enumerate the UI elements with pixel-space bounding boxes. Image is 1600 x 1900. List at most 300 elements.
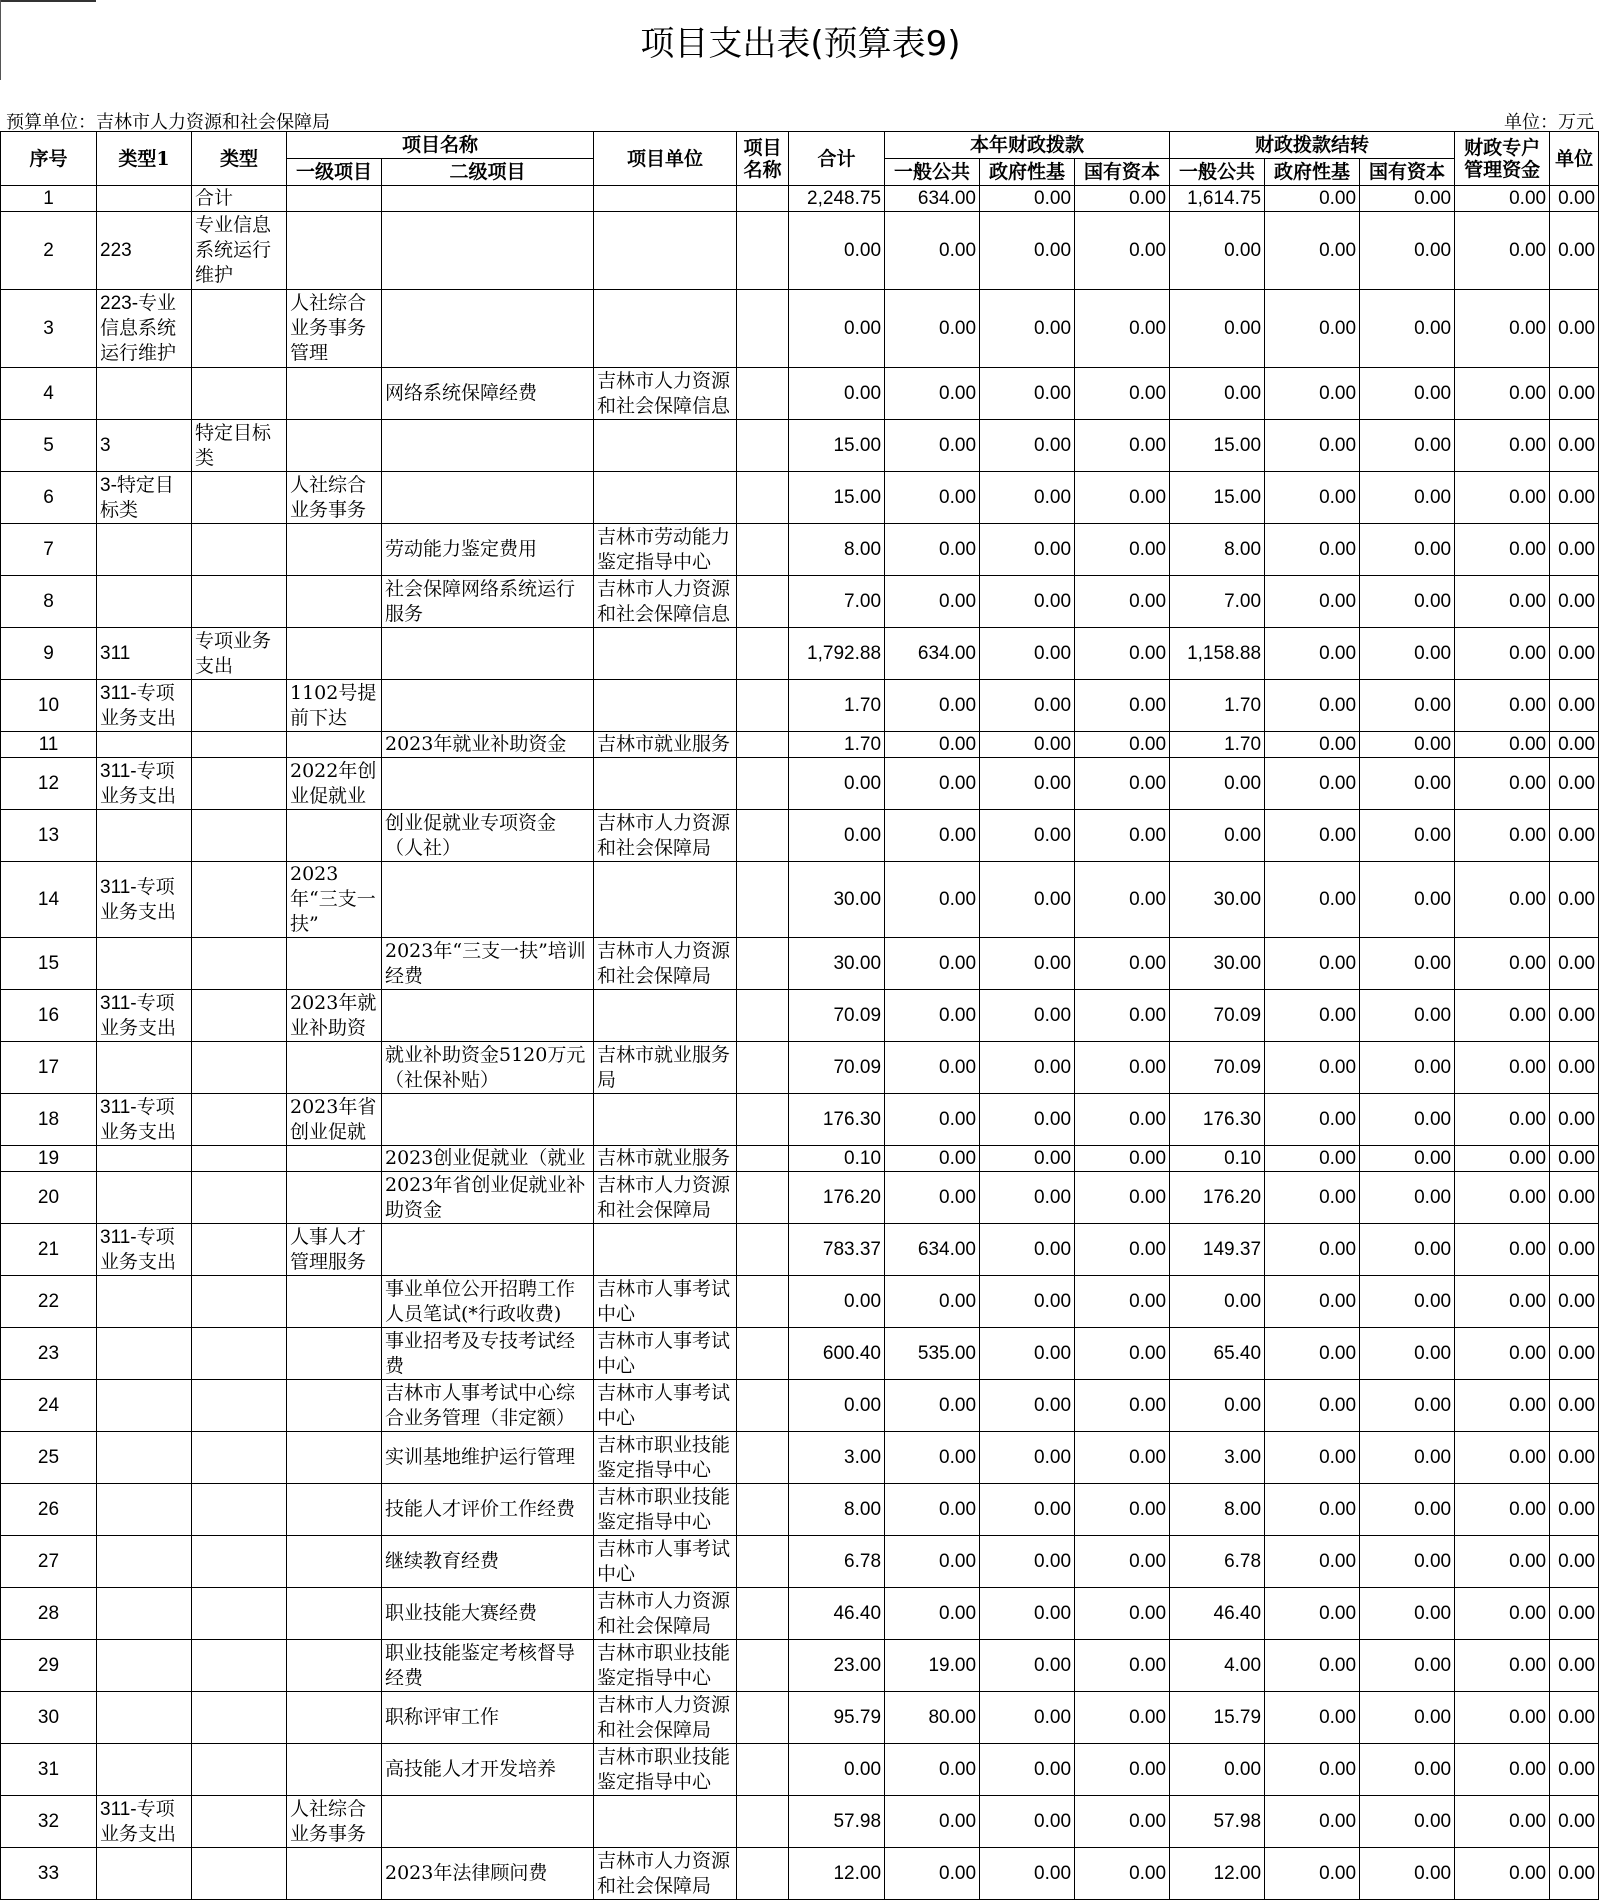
cell-total: 1.70	[789, 732, 885, 758]
cell-project-unit	[594, 212, 737, 290]
cell-level1	[287, 1328, 382, 1380]
cell-gov-fund-carryover: 0.00	[1265, 1588, 1360, 1640]
cell-type1: 311-专项业务支出	[97, 758, 192, 810]
table-row	[1, 1484, 1599, 1536]
cell-general-public: 0.00	[885, 1172, 980, 1224]
cell-type1	[97, 368, 192, 420]
cell-unit-fund: 0.00	[1550, 1380, 1599, 1432]
cell-state-capital-carryover: 0.00	[1360, 990, 1455, 1042]
cell-general-public-carryover: 0.00	[1170, 1380, 1265, 1432]
cell-project-name-short	[737, 1744, 789, 1796]
cell-type	[192, 1744, 287, 1796]
cell-state-capital-carryover: 0.00	[1360, 680, 1455, 732]
cell-project-unit: 吉林市人力资源和社会保障局	[594, 1848, 737, 1900]
cell-general-public-carryover: 8.00	[1170, 1484, 1265, 1536]
table-row	[1, 990, 1599, 1042]
cell-type1: 3	[97, 420, 192, 472]
cell-type	[192, 524, 287, 576]
cell-general-public-carryover: 149.37	[1170, 1224, 1265, 1276]
cell-total: 0.00	[789, 1380, 885, 1432]
cell-seq: 19	[1, 1146, 97, 1172]
cell-gov-fund-carryover: 0.00	[1265, 576, 1360, 628]
cell-level2: 吉林市人事考试中心综合业务管理（非定额）	[382, 1380, 594, 1432]
cell-state-capital-carryover: 0.00	[1360, 1094, 1455, 1146]
cell-total: 8.00	[789, 1484, 885, 1536]
cell-general-public-carryover: 70.09	[1170, 1042, 1265, 1094]
cell-state-capital: 0.00	[1075, 1224, 1170, 1276]
cell-general-public: 0.00	[885, 290, 980, 368]
cell-type: 合计	[192, 186, 287, 212]
cell-special-fund: 0.00	[1455, 1276, 1550, 1328]
cell-project-unit: 吉林市就业服务	[594, 1146, 737, 1172]
cell-type1: 311-专项业务支出	[97, 990, 192, 1042]
cell-type1	[97, 186, 192, 212]
cell-seq: 14	[1, 862, 97, 938]
cell-project-name-short	[737, 368, 789, 420]
cell-total: 12.00	[789, 1848, 885, 1900]
cell-level2	[382, 990, 594, 1042]
cell-state-capital-carryover: 0.00	[1360, 1588, 1455, 1640]
cell-state-capital-carryover: 0.00	[1360, 1146, 1455, 1172]
cell-state-capital-carryover: 0.00	[1360, 212, 1455, 290]
cell-total: 783.37	[789, 1224, 885, 1276]
table-row	[1, 368, 1599, 420]
cell-project-unit: 吉林市就业服务局	[594, 1042, 737, 1094]
cell-total: 0.10	[789, 1146, 885, 1172]
cell-general-public: 0.00	[885, 938, 980, 990]
cell-project-name-short	[737, 576, 789, 628]
cell-level1	[287, 576, 382, 628]
cell-state-capital-carryover: 0.00	[1360, 186, 1455, 212]
cell-type	[192, 990, 287, 1042]
cell-state-capital: 0.00	[1075, 576, 1170, 628]
cell-state-capital-carryover: 0.00	[1360, 1172, 1455, 1224]
cell-gov-fund-carryover: 0.00	[1265, 758, 1360, 810]
cell-general-public-carryover: 1,614.75	[1170, 186, 1265, 212]
cell-gov-fund: 0.00	[980, 212, 1075, 290]
cell-level2: 职业技能鉴定考核督导经费	[382, 1640, 594, 1692]
cell-state-capital: 0.00	[1075, 1744, 1170, 1796]
cell-seq: 20	[1, 1172, 97, 1224]
cell-type1	[97, 1536, 192, 1588]
cell-gov-fund-carryover: 0.00	[1265, 1692, 1360, 1744]
cell-project-unit: 吉林市人力资源和社会保障局	[594, 938, 737, 990]
cell-gov-fund: 0.00	[980, 1848, 1075, 1900]
cell-gov-fund: 0.00	[980, 1380, 1075, 1432]
header-special-fund: 财政专户管理资金	[1455, 132, 1550, 186]
cell-total: 0.00	[789, 1744, 885, 1796]
cell-level2: 2023年“三支一扶”培训经费	[382, 938, 594, 990]
cell-project-name-short	[737, 1536, 789, 1588]
header-general-public-carryover: 一般公共	[1170, 159, 1265, 186]
cell-state-capital-carryover: 0.00	[1360, 732, 1455, 758]
cell-gov-fund-carryover: 0.00	[1265, 732, 1360, 758]
cell-gov-fund-carryover: 0.00	[1265, 862, 1360, 938]
cell-type1	[97, 1146, 192, 1172]
cell-unit-fund: 0.00	[1550, 1692, 1599, 1744]
table-row	[1, 212, 1599, 290]
table-row	[1, 1276, 1599, 1328]
cell-state-capital-carryover: 0.00	[1360, 472, 1455, 524]
header-gov-fund-carryover: 政府性基	[1265, 159, 1360, 186]
cell-gov-fund: 0.00	[980, 524, 1075, 576]
cell-seq: 1	[1, 186, 97, 212]
table-row	[1, 1640, 1599, 1692]
cell-level1: 2023年就业补助资	[287, 990, 382, 1042]
cell-state-capital-carryover: 0.00	[1360, 420, 1455, 472]
cell-general-public-carryover: 12.00	[1170, 1848, 1265, 1900]
cell-project-name-short	[737, 990, 789, 1042]
cell-level2: 事业招考及专技考试经费	[382, 1328, 594, 1380]
cell-state-capital: 0.00	[1075, 1094, 1170, 1146]
cell-general-public: 0.00	[885, 1380, 980, 1432]
cell-general-public-carryover: 176.20	[1170, 1172, 1265, 1224]
cell-special-fund: 0.00	[1455, 758, 1550, 810]
cell-general-public: 535.00	[885, 1328, 980, 1380]
cell-total: 95.79	[789, 1692, 885, 1744]
cell-seq: 28	[1, 1588, 97, 1640]
cell-gov-fund: 0.00	[980, 420, 1075, 472]
cell-type	[192, 1146, 287, 1172]
cell-level2: 就业补助资金5120万元（社保补贴）	[382, 1042, 594, 1094]
cell-seq: 4	[1, 368, 97, 420]
cell-gov-fund-carryover: 0.00	[1265, 1796, 1360, 1848]
cell-general-public-carryover: 1.70	[1170, 732, 1265, 758]
cell-gov-fund: 0.00	[980, 1588, 1075, 1640]
cell-general-public-carryover: 30.00	[1170, 938, 1265, 990]
cell-state-capital: 0.00	[1075, 1432, 1170, 1484]
table-row	[1, 938, 1599, 990]
cell-project-name-short	[737, 1484, 789, 1536]
cell-type	[192, 472, 287, 524]
cell-unit-fund: 0.00	[1550, 1094, 1599, 1146]
cell-project-unit: 吉林市职业技能鉴定指导中心	[594, 1640, 737, 1692]
cell-type	[192, 1432, 287, 1484]
cell-project-unit	[594, 680, 737, 732]
cell-project-unit: 吉林市人力资源和社会保障信息	[594, 368, 737, 420]
cell-general-public: 0.00	[885, 1848, 980, 1900]
cell-state-capital: 0.00	[1075, 212, 1170, 290]
project-expenditure-table	[0, 131, 1599, 1900]
cell-state-capital-carryover: 0.00	[1360, 1796, 1455, 1848]
cell-project-name-short	[737, 1588, 789, 1640]
cell-general-public-carryover: 1.70	[1170, 680, 1265, 732]
cell-general-public: 0.00	[885, 1094, 980, 1146]
cell-unit-fund: 0.00	[1550, 862, 1599, 938]
cell-unit-fund: 0.00	[1550, 420, 1599, 472]
cell-total: 1.70	[789, 680, 885, 732]
table-row	[1, 524, 1599, 576]
cell-general-public: 0.00	[885, 1536, 980, 1588]
cell-gov-fund-carryover: 0.00	[1265, 990, 1360, 1042]
cell-seq: 2	[1, 212, 97, 290]
cell-special-fund: 0.00	[1455, 628, 1550, 680]
cell-type1: 223	[97, 212, 192, 290]
cell-special-fund: 0.00	[1455, 680, 1550, 732]
header-current-grant: 本年财政拨款	[885, 132, 1170, 159]
cell-type	[192, 1640, 287, 1692]
cell-general-public: 19.00	[885, 1640, 980, 1692]
cell-state-capital: 0.00	[1075, 938, 1170, 990]
cell-general-public-carryover: 176.30	[1170, 1094, 1265, 1146]
cell-total: 70.09	[789, 990, 885, 1042]
cell-level2: 技能人才评价工作经费	[382, 1484, 594, 1536]
currency-unit-label: 单位：万元	[1504, 112, 1594, 133]
cell-level1	[287, 1172, 382, 1224]
cell-unit-fund: 0.00	[1550, 524, 1599, 576]
cell-project-unit: 吉林市职业技能鉴定指导中心	[594, 1744, 737, 1796]
cell-level1: 人社综合业务事务	[287, 1796, 382, 1848]
cell-total: 8.00	[789, 524, 885, 576]
cell-general-public-carryover: 15.00	[1170, 420, 1265, 472]
cell-project-name-short	[737, 938, 789, 990]
cell-type1	[97, 1692, 192, 1744]
cell-project-unit	[594, 990, 737, 1042]
cell-total: 46.40	[789, 1588, 885, 1640]
cell-project-unit: 吉林市人力资源和社会保障信息	[594, 576, 737, 628]
cell-general-public-carryover: 0.00	[1170, 368, 1265, 420]
cell-level2: 2023创业促就业（就业	[382, 1146, 594, 1172]
cell-type	[192, 1042, 287, 1094]
cell-state-capital: 0.00	[1075, 186, 1170, 212]
cell-unit-fund: 0.00	[1550, 1796, 1599, 1848]
cell-project-name-short	[737, 1224, 789, 1276]
cell-state-capital-carryover: 0.00	[1360, 1640, 1455, 1692]
cell-general-public: 0.00	[885, 1796, 980, 1848]
cell-general-public-carryover: 0.00	[1170, 758, 1265, 810]
cell-general-public: 0.00	[885, 212, 980, 290]
cell-gov-fund-carryover: 0.00	[1265, 1380, 1360, 1432]
cell-state-capital: 0.00	[1075, 290, 1170, 368]
cell-type1	[97, 1588, 192, 1640]
cell-state-capital-carryover: 0.00	[1360, 1744, 1455, 1796]
cell-level1: 人社综合业务事务	[287, 472, 382, 524]
header-level1: 一级项目	[287, 159, 382, 186]
cell-project-unit: 吉林市人事考试中心	[594, 1380, 737, 1432]
table-row	[1, 1172, 1599, 1224]
cell-gov-fund-carryover: 0.00	[1265, 1172, 1360, 1224]
cell-level2: 2023年法律顾问费	[382, 1848, 594, 1900]
cell-type1: 311-专项业务支出	[97, 1796, 192, 1848]
cell-gov-fund: 0.00	[980, 1484, 1075, 1536]
cell-state-capital-carryover: 0.00	[1360, 1692, 1455, 1744]
cell-unit-fund: 0.00	[1550, 1588, 1599, 1640]
cell-level1	[287, 212, 382, 290]
cell-special-fund: 0.00	[1455, 862, 1550, 938]
cell-total: 30.00	[789, 862, 885, 938]
cell-state-capital: 0.00	[1075, 1640, 1170, 1692]
cell-type1	[97, 1744, 192, 1796]
cell-type1	[97, 810, 192, 862]
cell-level2: 2023年就业补助资金	[382, 732, 594, 758]
cell-level1	[287, 1042, 382, 1094]
header-general-public: 一般公共	[885, 159, 980, 186]
cell-general-public-carryover: 65.40	[1170, 1328, 1265, 1380]
cell-level1	[287, 1848, 382, 1900]
table-body	[1, 186, 1599, 1900]
cell-total: 70.09	[789, 1042, 885, 1094]
table-row	[1, 1224, 1599, 1276]
header-total: 合计	[789, 132, 885, 186]
cell-state-capital: 0.00	[1075, 1484, 1170, 1536]
cell-general-public: 0.00	[885, 1146, 980, 1172]
cell-project-name-short	[737, 1276, 789, 1328]
cell-seq: 24	[1, 1380, 97, 1432]
cell-general-public: 0.00	[885, 1744, 980, 1796]
cell-total: 0.00	[789, 1276, 885, 1328]
cell-total: 57.98	[789, 1796, 885, 1848]
table-row	[1, 1692, 1599, 1744]
cell-level2	[382, 862, 594, 938]
cell-seq: 6	[1, 472, 97, 524]
cell-state-capital: 0.00	[1075, 1276, 1170, 1328]
table-row	[1, 732, 1599, 758]
cell-project-unit: 吉林市人力资源和社会保障局	[594, 810, 737, 862]
table-row	[1, 628, 1599, 680]
cell-state-capital-carryover: 0.00	[1360, 938, 1455, 990]
cell-unit-fund: 0.00	[1550, 1276, 1599, 1328]
cell-level1	[287, 1276, 382, 1328]
cell-level1	[287, 732, 382, 758]
header-unit-fund: 单位	[1550, 132, 1599, 186]
cell-state-capital-carryover: 0.00	[1360, 810, 1455, 862]
cell-level1: 2023年省创业促就	[287, 1094, 382, 1146]
cell-unit-fund: 0.00	[1550, 1848, 1599, 1900]
cell-general-public-carryover: 15.00	[1170, 472, 1265, 524]
cell-type	[192, 1796, 287, 1848]
cell-state-capital: 0.00	[1075, 1042, 1170, 1094]
cell-gov-fund-carryover: 0.00	[1265, 938, 1360, 990]
cell-state-capital: 0.00	[1075, 990, 1170, 1042]
cell-type1: 223-专业信息系统运行维护	[97, 290, 192, 368]
cell-special-fund: 0.00	[1455, 1380, 1550, 1432]
cell-type	[192, 1536, 287, 1588]
cell-gov-fund: 0.00	[980, 1094, 1075, 1146]
cell-total: 0.00	[789, 368, 885, 420]
header-project-name-short: 项目名称	[737, 132, 789, 186]
cell-project-unit	[594, 1094, 737, 1146]
cell-special-fund: 0.00	[1455, 212, 1550, 290]
cell-special-fund: 0.00	[1455, 1146, 1550, 1172]
cell-gov-fund-carryover: 0.00	[1265, 1276, 1360, 1328]
cell-level1	[287, 628, 382, 680]
cell-project-unit: 吉林市人事考试中心	[594, 1276, 737, 1328]
table-row	[1, 420, 1599, 472]
cell-state-capital: 0.00	[1075, 368, 1170, 420]
cell-project-name-short	[737, 1432, 789, 1484]
cell-special-fund: 0.00	[1455, 524, 1550, 576]
cell-level1	[287, 1432, 382, 1484]
cell-level1	[287, 1640, 382, 1692]
cell-special-fund: 0.00	[1455, 1042, 1550, 1094]
cell-gov-fund-carryover: 0.00	[1265, 1094, 1360, 1146]
cell-project-name-short	[737, 1042, 789, 1094]
cell-general-public-carryover: 0.00	[1170, 810, 1265, 862]
cell-special-fund: 0.00	[1455, 1172, 1550, 1224]
cell-special-fund: 0.00	[1455, 472, 1550, 524]
cell-gov-fund: 0.00	[980, 1536, 1075, 1588]
page-title: 项目支出表(预算表9)	[0, 0, 1600, 80]
budget-unit-label: 预算单位：吉林市人力资源和社会保障局	[6, 112, 330, 133]
table-row	[1, 1432, 1599, 1484]
cell-state-capital: 0.00	[1075, 680, 1170, 732]
cell-special-fund: 0.00	[1455, 1224, 1550, 1276]
cell-project-unit	[594, 1224, 737, 1276]
cell-gov-fund: 0.00	[980, 758, 1075, 810]
cell-state-capital: 0.00	[1075, 1172, 1170, 1224]
cell-type	[192, 576, 287, 628]
cell-type1	[97, 1640, 192, 1692]
cell-level2	[382, 472, 594, 524]
cell-seq: 32	[1, 1796, 97, 1848]
cell-state-capital-carryover: 0.00	[1360, 524, 1455, 576]
cell-project-name-short	[737, 758, 789, 810]
cell-level2	[382, 186, 594, 212]
cell-gov-fund: 0.00	[980, 810, 1075, 862]
cell-general-public: 0.00	[885, 472, 980, 524]
cell-gov-fund: 0.00	[980, 1172, 1075, 1224]
header-seq: 序号	[1, 132, 97, 186]
cell-gov-fund: 0.00	[980, 1146, 1075, 1172]
cell-gov-fund-carryover: 0.00	[1265, 810, 1360, 862]
cell-type1	[97, 1276, 192, 1328]
cell-type: 专项业务支出	[192, 628, 287, 680]
cell-type	[192, 938, 287, 990]
header-gov-fund: 政府性基	[980, 159, 1075, 186]
cell-project-unit: 吉林市人力资源和社会保障局	[594, 1692, 737, 1744]
cell-project-name-short	[737, 290, 789, 368]
cell-total: 15.00	[789, 420, 885, 472]
cell-seq: 11	[1, 732, 97, 758]
cell-gov-fund: 0.00	[980, 1276, 1075, 1328]
cell-level2: 事业单位公开招聘工作人员笔试(*行政收费)	[382, 1276, 594, 1328]
cell-general-public: 0.00	[885, 1588, 980, 1640]
cell-general-public-carryover: 6.78	[1170, 1536, 1265, 1588]
cell-type	[192, 680, 287, 732]
cell-project-name-short	[737, 732, 789, 758]
cell-total: 15.00	[789, 472, 885, 524]
table-row	[1, 186, 1599, 212]
cell-special-fund: 0.00	[1455, 1432, 1550, 1484]
cell-state-capital-carryover: 0.00	[1360, 628, 1455, 680]
cell-gov-fund-carryover: 0.00	[1265, 1484, 1360, 1536]
cell-state-capital: 0.00	[1075, 1536, 1170, 1588]
cell-gov-fund-carryover: 0.00	[1265, 1640, 1360, 1692]
table-row	[1, 1146, 1599, 1172]
cell-gov-fund: 0.00	[980, 290, 1075, 368]
cell-special-fund: 0.00	[1455, 1328, 1550, 1380]
cell-gov-fund-carryover: 0.00	[1265, 1042, 1360, 1094]
cell-state-capital-carryover: 0.00	[1360, 576, 1455, 628]
header-state-capital: 国有资本	[1075, 159, 1170, 186]
cell-type1	[97, 1380, 192, 1432]
cell-unit-fund: 0.00	[1550, 1042, 1599, 1094]
cell-total: 600.40	[789, 1328, 885, 1380]
cell-general-public: 0.00	[885, 1432, 980, 1484]
table-row	[1, 1588, 1599, 1640]
cell-total: 3.00	[789, 1432, 885, 1484]
cell-general-public: 634.00	[885, 186, 980, 212]
cell-state-capital-carryover: 0.00	[1360, 1380, 1455, 1432]
cell-type1: 311	[97, 628, 192, 680]
cell-type	[192, 758, 287, 810]
cell-state-capital-carryover: 0.00	[1360, 1042, 1455, 1094]
cell-gov-fund: 0.00	[980, 1224, 1075, 1276]
cell-special-fund: 0.00	[1455, 368, 1550, 420]
table-row	[1, 1328, 1599, 1380]
cell-general-public: 0.00	[885, 732, 980, 758]
cell-type	[192, 1380, 287, 1432]
